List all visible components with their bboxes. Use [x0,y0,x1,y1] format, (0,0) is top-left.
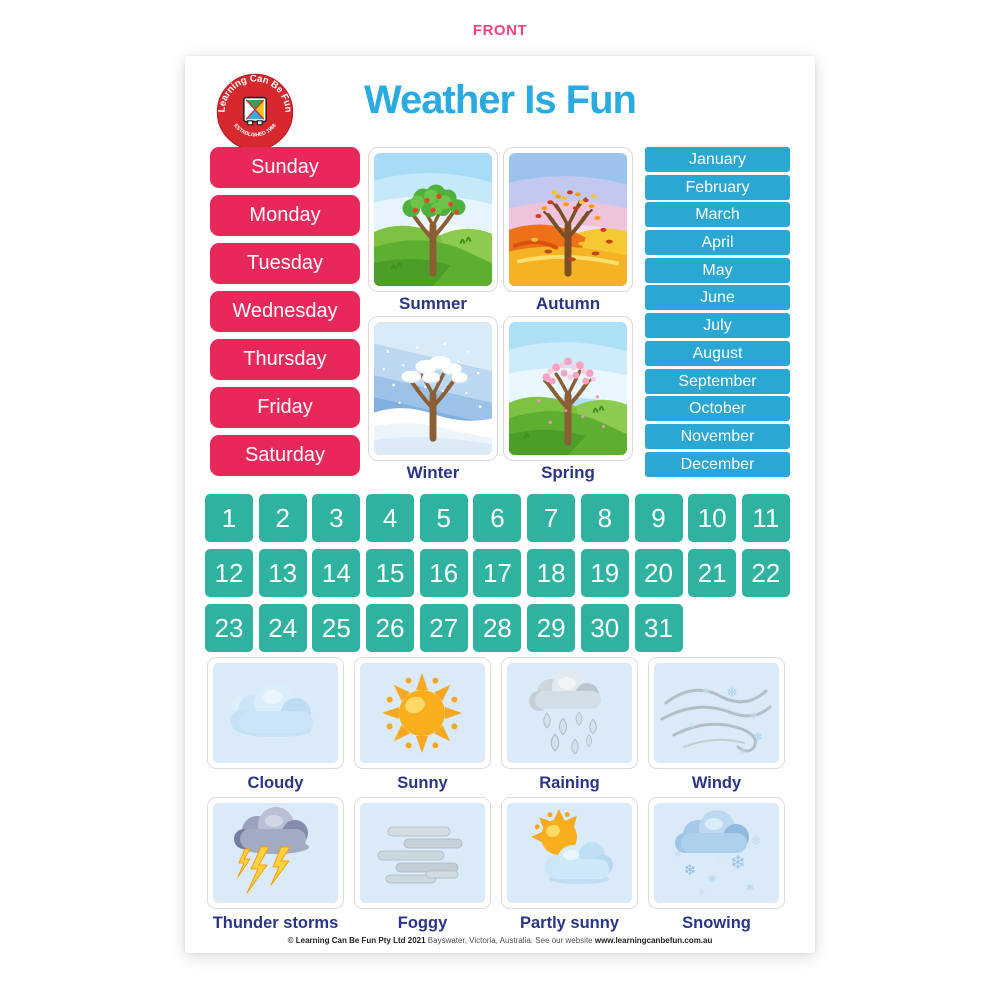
season-card-spring [503,316,633,461]
season-cell-summer [368,147,498,316]
windy-icon [654,663,779,763]
date-tile-23: 23 [205,604,253,652]
weather-card-windy [648,657,785,769]
month-tile-august: August [645,341,790,366]
summer-illustration-icon [374,153,492,286]
date-tile-14: 14 [312,549,360,597]
date-tile-25: 25 [312,604,360,652]
weather-card-foggy [354,797,491,909]
poster [185,56,815,953]
month-tile-september: September [645,369,790,394]
day-tile-monday: Monday [210,195,360,236]
date-tile-24: 24 [259,604,307,652]
day-tile-thursday: Thursday [210,339,360,380]
day-tile-tuesday: Tuesday [210,243,360,284]
date-tile-9: 9 [635,494,683,542]
svg-text:❄: ❄ [716,856,724,865]
svg-text:❄: ❄ [726,685,738,701]
weather-label-sunny: Sunny [397,774,448,792]
date-tile-1: 1 [205,494,253,542]
date-tile-27: 27 [420,604,468,652]
day-tile-wednesday: Wednesday [210,291,360,332]
weather-card-cloudy [207,657,344,769]
date-tile-4: 4 [366,494,414,542]
autumn-illustration-icon [509,153,627,286]
svg-text:❄: ❄ [750,834,762,849]
weather-cell-cloudy [207,657,344,797]
thunder-storms-icon [213,803,338,903]
season-card-winter [368,316,498,461]
date-tile-21: 21 [688,549,736,597]
footer-copyright: © Learning Can Be Fun Pty Ltd 2021 [287,936,426,945]
date-tile-3: 3 [312,494,360,542]
date-tile-18: 18 [527,549,575,597]
month-tile-may: May [645,258,790,283]
month-tile-february: February [645,175,790,200]
weather-grid [207,657,785,937]
date-tile-5: 5 [420,494,468,542]
weather-cell-foggy [354,797,491,937]
svg-text:❄: ❄ [749,711,759,722]
date-tile-29: 29 [527,604,575,652]
date-tile-17: 17 [473,549,521,597]
footer-website-note: See our website [535,936,593,945]
logo-arc-bottom: ESTABLISHED 1988 [232,122,278,139]
weather-cell-raining [501,657,638,797]
svg-text:❄: ❄ [752,730,764,744]
svg-text:❄: ❄ [702,687,710,697]
month-tile-april: April [645,230,790,255]
weather-cell-snowing [648,797,785,937]
date-tile-19: 19 [581,549,629,597]
page-title: Weather Is Fun [364,78,636,122]
date-tile-2: 2 [259,494,307,542]
weather-label-windy: Windy [691,774,742,792]
date-tile-28: 28 [473,604,521,652]
foggy-icon [360,803,485,903]
day-tile-saturday: Saturday [210,435,360,476]
weather-card-partly-sunny [501,797,638,909]
snowing-icon [654,803,779,903]
weather-cell-partly-sunny [501,797,638,937]
footer-text [185,936,815,945]
season-card-summer [368,147,498,292]
season-label-winter: Winter [406,463,460,482]
cloudy-icon [213,663,338,763]
month-tile-july: July [645,313,790,338]
date-tile-8: 8 [581,494,629,542]
svg-text:❄: ❄ [688,721,696,730]
month-tile-june: June [645,285,790,310]
season-cell-spring [503,316,633,485]
weather-label-cloudy: Cloudy [247,774,304,792]
date-tile-20: 20 [635,549,683,597]
date-tile-26: 26 [366,604,414,652]
date-tile-30: 30 [581,604,629,652]
date-tile-6: 6 [473,494,521,542]
date-tile-7: 7 [527,494,575,542]
season-cell-autumn [503,147,633,316]
weather-label-foggy: Foggy [397,914,448,932]
dates-grid [205,494,795,652]
weather-card-sunny [354,657,491,769]
svg-text:❄: ❄ [698,888,706,897]
weather-label-partly-sunny: Partly sunny [519,914,620,932]
month-tile-october: October [645,396,790,421]
weather-label-raining: Raining [539,774,600,792]
date-tile-12: 12 [205,549,253,597]
weather-cell-windy [648,657,785,797]
date-tile-11: 11 [742,494,790,542]
svg-text:❄: ❄ [707,873,717,886]
weather-card-thunder-storms [207,797,344,909]
svg-text:❄: ❄ [683,861,697,879]
spring-illustration-icon [509,322,627,455]
raining-icon [507,663,632,763]
season-label-summer: Summer [398,294,468,313]
svg-text:❄: ❄ [738,748,746,758]
weather-cell-thunder-storms [207,797,344,937]
weather-card-snowing [648,797,785,909]
logo-arc-top: Learning Can Be Fun [216,73,294,113]
date-tile-31: 31 [635,604,683,652]
weather-label-snowing: Snowing [682,914,751,932]
season-label-spring: Spring [541,463,595,482]
svg-text:❄: ❄ [730,852,746,874]
date-tile-22: 22 [742,549,790,597]
date-tile-15: 15 [366,549,414,597]
month-tile-november: November [645,424,790,449]
svg-text:❄: ❄ [745,883,755,894]
front-label: FRONT [472,22,528,39]
month-tile-march: March [645,202,790,227]
day-tile-sunday: Sunday [210,147,360,188]
seasons-grid [368,147,633,485]
weather-card-raining [501,657,638,769]
month-tile-january: January [645,147,790,172]
season-label-autumn: Autumn [535,294,601,313]
footer-location: Bayswater, Victoria, Australia. [427,936,534,945]
season-cell-winter [368,316,498,485]
season-card-autumn [503,147,633,292]
winter-illustration-icon [374,322,492,455]
months-column [645,147,790,477]
weather-label-thunder-storms: Thunder storms [212,914,339,932]
day-tile-friday: Friday [210,387,360,428]
date-tile-10: 10 [688,494,736,542]
date-tile-16: 16 [420,549,468,597]
footer-website: www.learningcanbefun.com.au [594,936,713,945]
sunny-icon [360,663,485,763]
days-column [210,147,360,476]
weather-cell-sunny [354,657,491,797]
date-tile-13: 13 [259,549,307,597]
month-tile-december: December [645,452,790,477]
svg-text:❄: ❄ [674,850,682,860]
partly-sunny-icon [507,803,632,903]
